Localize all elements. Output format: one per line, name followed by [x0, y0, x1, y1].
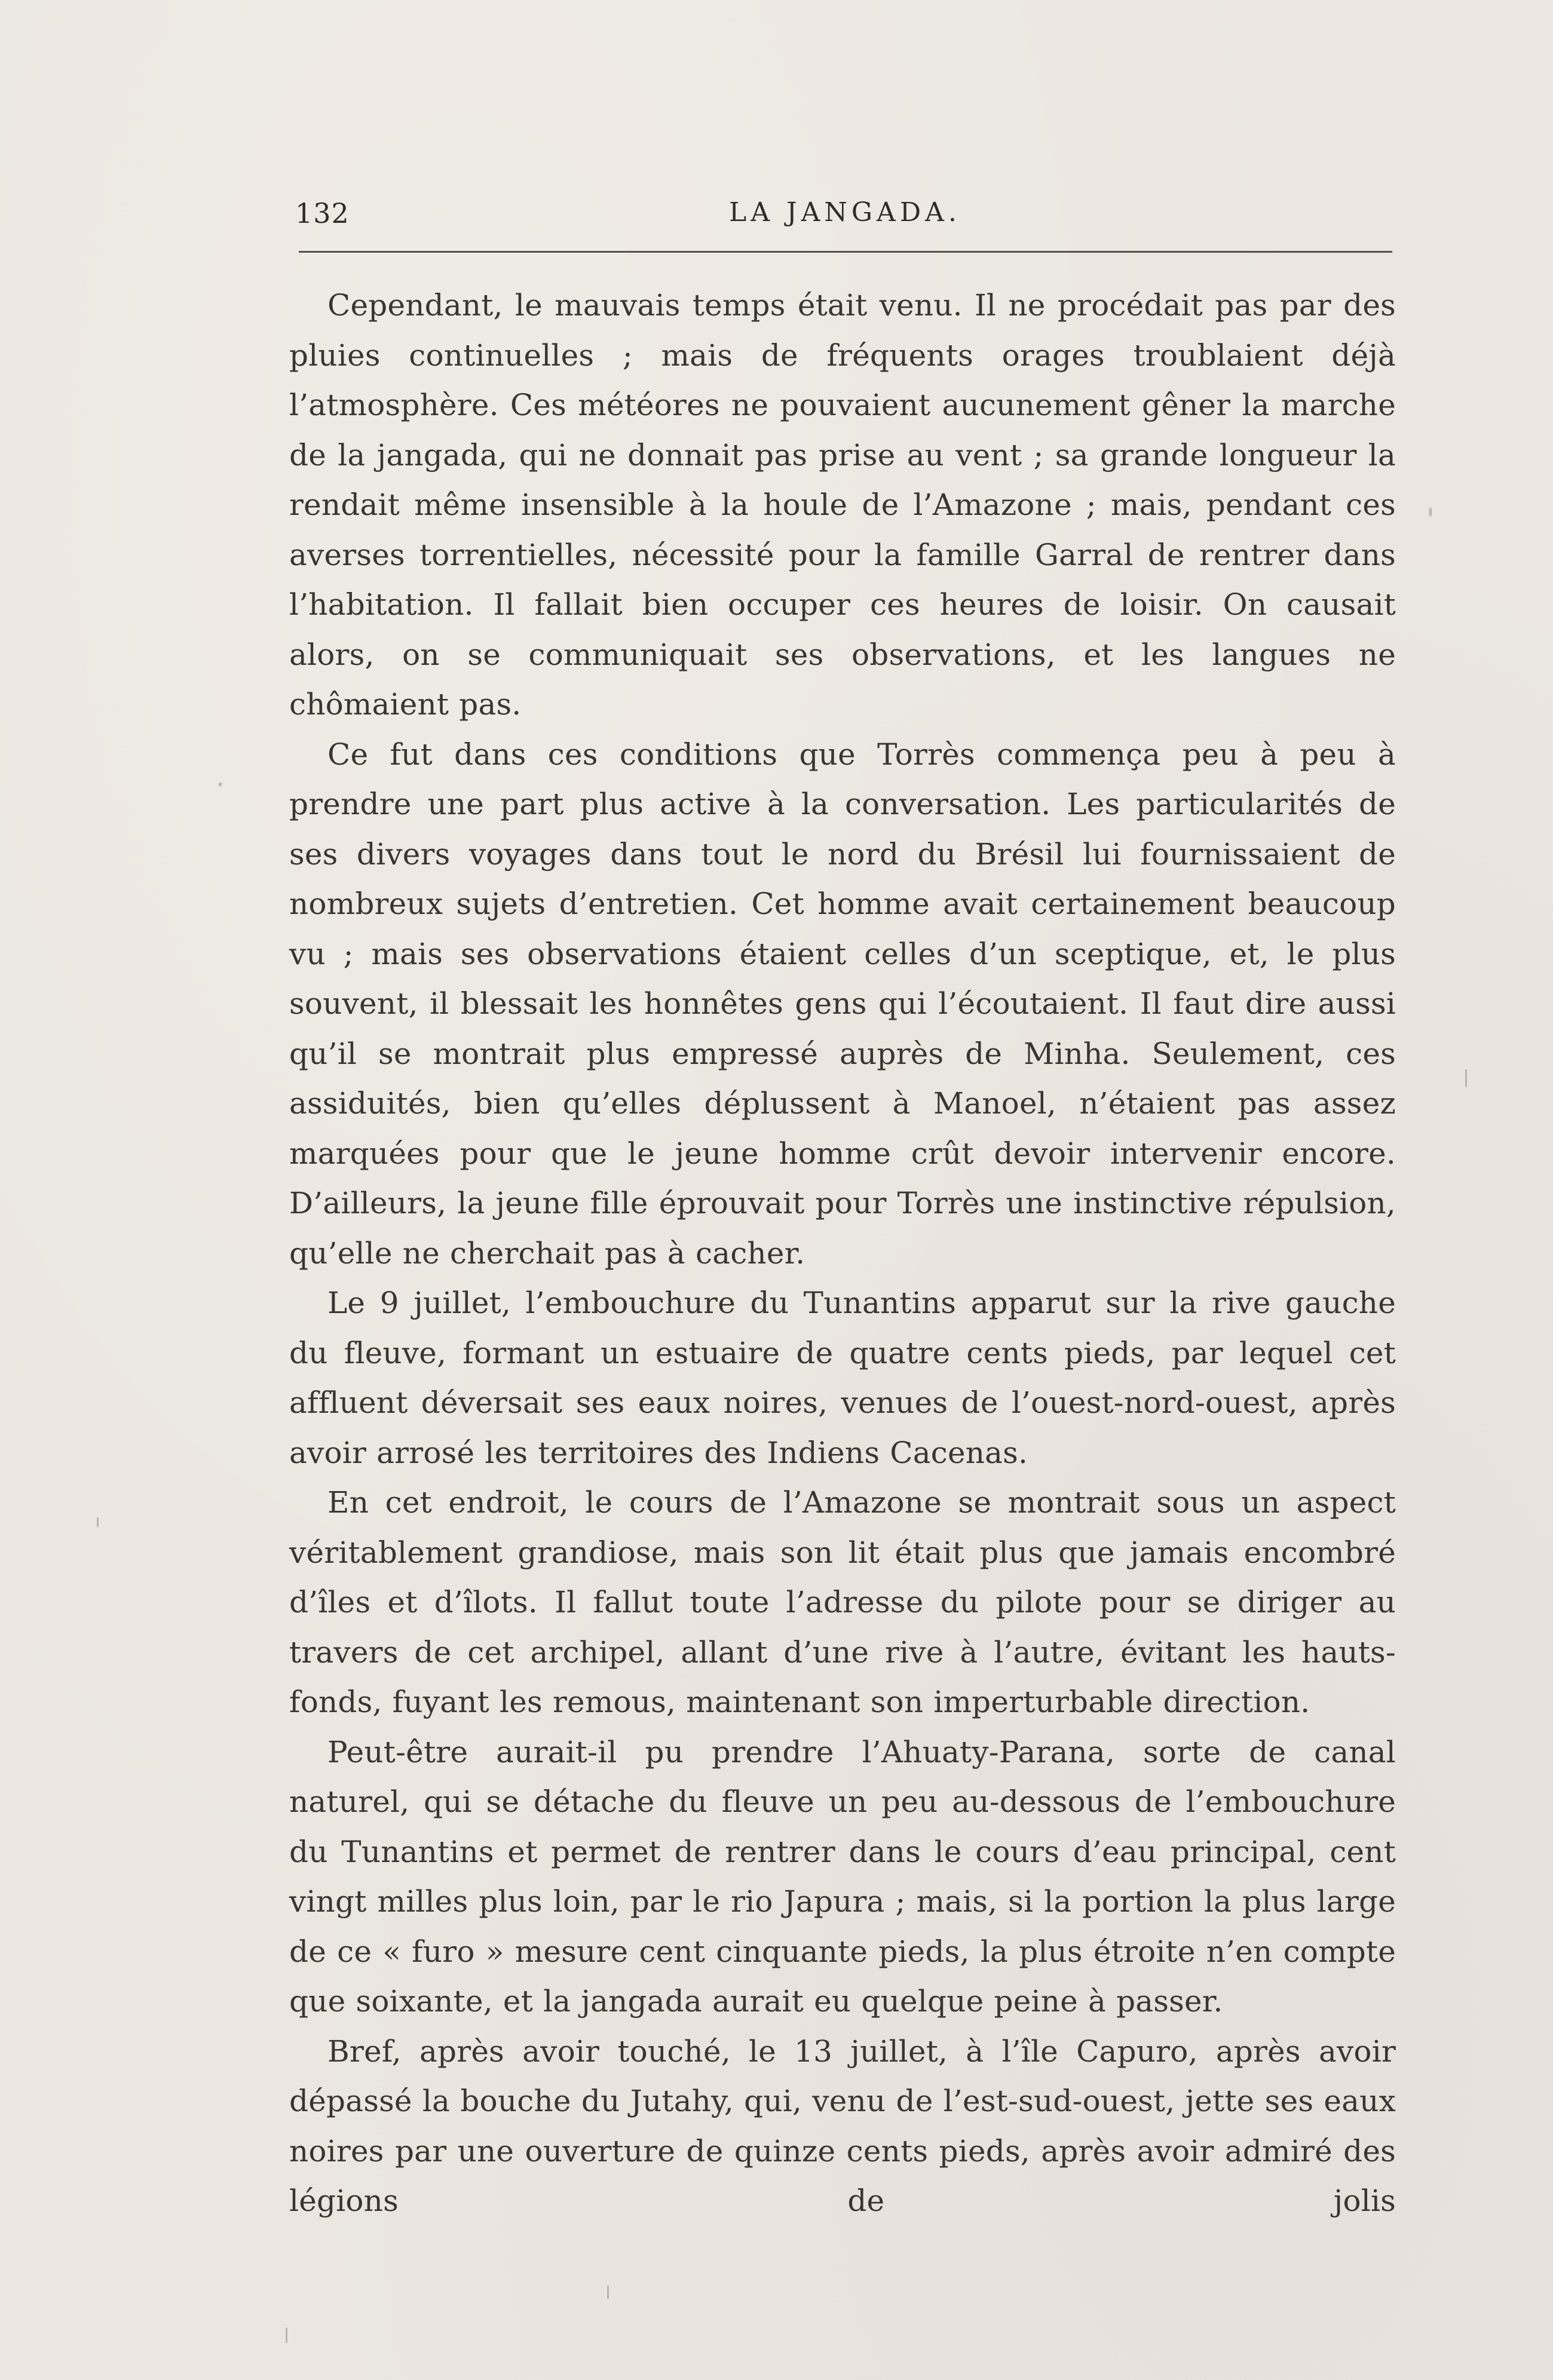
paper-speck: [1465, 1069, 1467, 1087]
paper-speck: [286, 2327, 287, 2343]
body-text: [289, 281, 1396, 2226]
paper-speck: [219, 783, 222, 786]
paper-speck: [1429, 508, 1432, 516]
paper-speck: [97, 1517, 99, 1527]
running-title: LA JANGADA.: [729, 197, 961, 228]
running-head: [287, 192, 1398, 240]
paragraph-3: Le 9 juillet, l’embouchure du Tunantins apparut sur la rive gauche du fleuve, formant un estuaire de quatre cents pieds, par lequel cet affluent déversait ses eaux noires, venues de l’ouest-nord-ouest, après avoir arrosé les territoires des Indiens Cacenas.: [289, 1286, 1396, 1470]
paragraph-6: Bref, après avoir touché, le 13 juillet, à l’île Capuro, après avoir dépassé la bouche du Jutahy, qui, venu de l’est-sud-ouest, jette ses eaux noires par une ouverture de quinze cents pieds, après avoir admiré des légions de jolis: [289, 2034, 1396, 2218]
paper-speck: [607, 2286, 609, 2299]
page-number: 132: [295, 197, 350, 229]
header-rule: [299, 251, 1392, 253]
paragraph-5: Peut-être aurait-il pu prendre l’Ahuaty-Parana, sorte de canal naturel, qui se détache du fleuve un peu au-dessous de l’embouchure du Tunantins et permet de rentrer dans le cours d’eau principal, cent vingt milles plus loin, par le rio Japura ; mais, si la portion la plus large de ce « furo » mesure cent cinquante pieds, la plus étroite n’en compte que soixante, et la jangada aurait eu quelque peine à passer.: [289, 1734, 1396, 2019]
paragraph-4: En cet endroit, le cours de l’Amazone se montrait sous un aspect véritablement grandiose, mais son lit était plus que jamais encombré d’îles et d’îlots. Il fallut toute l’adresse du pilote pour se diriger au travers de cet archipel, allant d’une rive à l’autre, évitant les hauts-fonds, fuyant les remous, maintenant son imperturbable direction.: [289, 1485, 1396, 1719]
paragraph-2: Ce fut dans ces conditions que Torrès commença peu à peu à prendre une part plus active à la conversation. Les particularités de ses divers voyages dans tout le nord du Brésil lui fournissaient de nombreux sujets d’entretien. Cet homme avait certainement beaucoup vu ; mais ses observations étaient celles d’un sceptique, et, le plus souvent, il blessait les honnêtes gens qui l’écoutaient. Il faut dire aussi qu’il se montrait plus empressé auprès de Minha. Seulement, ces assiduités, bien qu’elles déplussent à Manoel, n’étaient pas assez marquées pour que le jeune homme crût devoir intervenir encore. D’ailleurs, la jeune fille éprouvait pour Torrès une instinctive répulsion, qu’elle ne cherchait pas à cacher.: [289, 737, 1396, 1271]
paragraph-1: Cependant, le mauvais temps était venu. Il ne procédait pas par des pluies continuelles ; mais de fréquents orages troublaient déjà l’atmosphère. Ces météores ne pouvaient aucunement gêner la marche de la jangada, qui ne donnait pas prise au vent ; sa grande longueur la rendait même insensible à la houle de l’Amazone ; mais, pendant ces averses torrentielles, nécessité pour la famille Garral de rentrer dans l’habitation. Il fallait bien occuper ces heures de loisir. On causait alors, on se communiquait ses observations, et les langues ne chômaient pas.: [289, 288, 1396, 722]
